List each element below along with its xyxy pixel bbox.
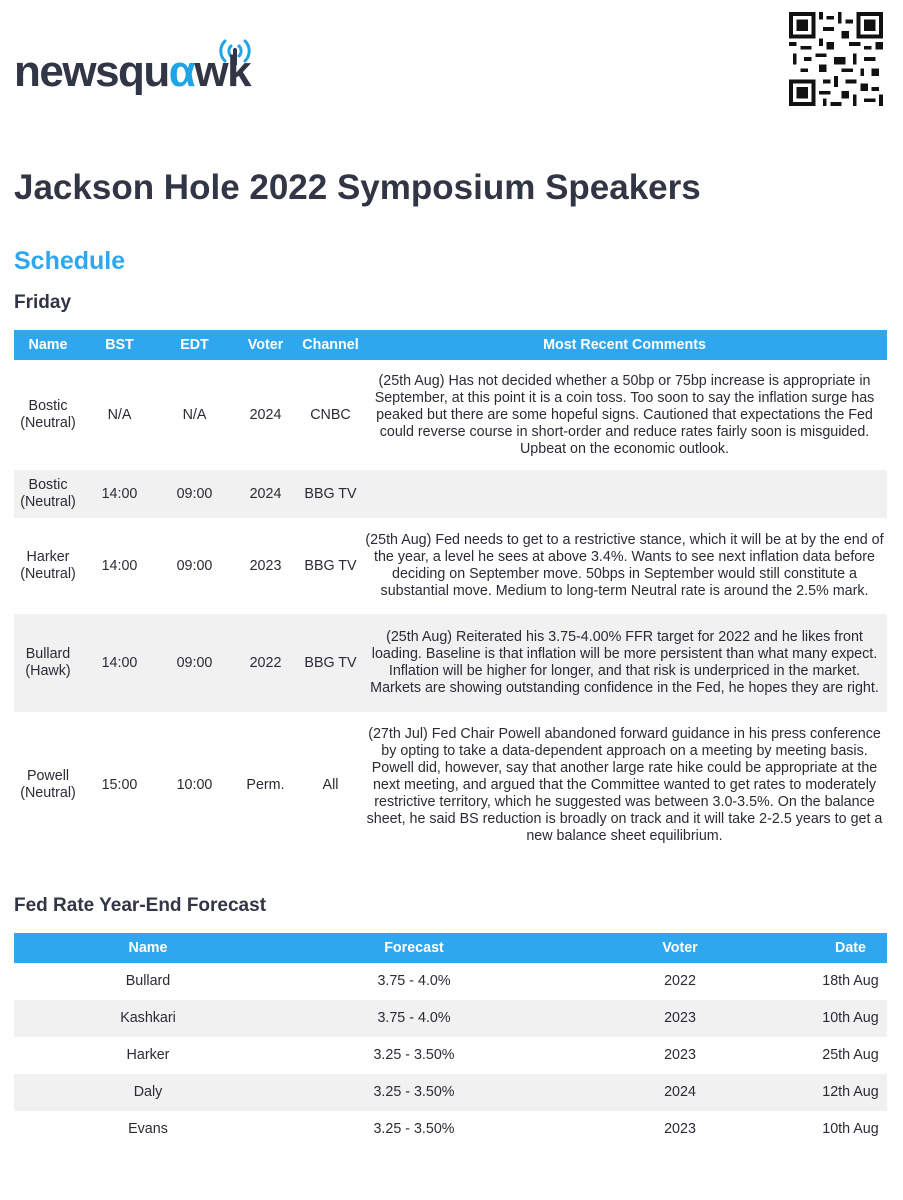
cell-name: Daly [14, 1074, 282, 1111]
cell-comments: (25th Aug) Fed needs to get to a restrictive stance, which it will be at by the end of the year, a level he sees at above 3.4%. Wants to see next inflation data before deciding on September move. 50bps in September would still constitute a substantial move. Medium to long-term Neutral rate is around the 2.5% mark. [365, 532, 884, 599]
cell-voter: 2023 [664, 1121, 696, 1137]
cell-name: Bullard [125, 973, 171, 989]
cell-voter: 2024 [546, 1074, 814, 1111]
cell-edt: 09:00 [157, 614, 232, 712]
cell-name: Harker [126, 1047, 170, 1063]
cell-edt: 09:00 [176, 557, 213, 574]
cell-name: Harker (Neutral) [20, 549, 76, 582]
cell-forecast: 3.25 - 3.50% [373, 1047, 455, 1063]
cell-voter: 2024 [232, 470, 299, 518]
table-row [14, 1000, 887, 1037]
header-voter: Voter [546, 933, 814, 963]
header-channel: Channel [299, 330, 362, 360]
header-comments: Most Recent Comments [362, 330, 887, 360]
cell-bst: 14:00 [82, 614, 157, 712]
table-row [14, 1074, 887, 1111]
table-row [14, 1037, 887, 1074]
cell-forecast: 3.25 - 3.50% [373, 1121, 455, 1137]
cell-voter: 2022 [664, 973, 696, 989]
table-header-row [14, 330, 887, 360]
cell-forecast: 3.75 - 4.0% [282, 1000, 546, 1037]
cell-voter: 2023 [664, 1047, 696, 1063]
cell-voter: Perm. [246, 776, 285, 793]
cell-channel: BBG TV [299, 614, 362, 712]
table-header-row [14, 933, 887, 963]
cell-channel: BBG TV [304, 557, 357, 574]
cell-bst: 14:00 [82, 470, 157, 518]
cell-forecast: 3.75 - 4.0% [377, 973, 451, 989]
page-title: Jackson Hole 2022 Symposium Speakers [14, 168, 701, 207]
cell-name: Powell (Neutral) [20, 768, 76, 801]
cell-bst: 15:00 [101, 776, 138, 793]
table-row [14, 518, 887, 614]
section-title-schedule: Schedule [14, 247, 126, 275]
table-row [14, 470, 887, 518]
cell-name: Bostic (Neutral) [20, 398, 76, 431]
cell-bst: N/A [107, 406, 132, 423]
cell-channel: CNBC [310, 406, 351, 423]
cell-date: 18th Aug [822, 973, 879, 989]
header-name: Name [14, 330, 82, 360]
cell-voter: 2023 [249, 557, 282, 574]
cell-voter: 2022 [232, 614, 299, 712]
cell-name: Bostic (Neutral) [14, 470, 82, 518]
cell-date: 25th Aug [822, 1047, 879, 1063]
cell-comments [362, 470, 887, 518]
header-voter: Voter [232, 330, 299, 360]
forecast-table [14, 933, 887, 1148]
cell-name: Evans [128, 1121, 168, 1137]
cell-name: Bullard (Hawk) [14, 614, 82, 712]
cell-date: 10th Aug [822, 1121, 879, 1137]
header-edt: EDT [157, 330, 232, 360]
cell-channel: BBG TV [299, 470, 362, 518]
cell-bst: 14:00 [101, 557, 138, 574]
subtitle-friday: Friday [14, 292, 72, 313]
cell-channel: All [322, 776, 339, 793]
cell-edt: 09:00 [157, 470, 232, 518]
logo-wordmark: newsquαwk [14, 47, 251, 96]
qr-code-icon [789, 12, 883, 106]
cell-voter: 2023 [546, 1000, 814, 1037]
cell-edt: N/A [182, 406, 207, 423]
header-forecast: Forecast [282, 933, 546, 963]
subtitle-forecast: Fed Rate Year-End Forecast [14, 895, 267, 916]
table-row [14, 614, 887, 712]
cell-voter: 2024 [249, 406, 282, 423]
header-bst: BST [82, 330, 157, 360]
header-date: Date [814, 933, 887, 963]
cell-date: 10th Aug [814, 1000, 887, 1037]
cell-forecast: 3.25 - 3.50% [282, 1074, 546, 1111]
table-row [14, 1111, 887, 1148]
cell-comments: (25th Aug) Has not decided whether a 50bp or 75bp increase is appropriate in September, at this point it is a coin toss. Too soon to say the inflation surge has peaked but there are some hopeful signs. Cautioned that expectations the Fed could reverse course in short-order and reduce rates fairly soon is misguided. Upbeat on the economic outlook. [374, 372, 875, 457]
newsquawk-logo [14, 36, 254, 106]
schedule-table [14, 330, 887, 858]
table-row [14, 360, 887, 470]
cell-date: 12th Aug [814, 1074, 887, 1111]
cell-comments: (25th Aug) Reiterated his 3.75-4.00% FFR target for 2022 and he likes front loading. Baseline is that inflation will be more persistent than what many expect. Inflation will be higher for longer, and that risk is underpriced in the market. Markets are showing outstanding confidence in the Fed, he hopes they are right. [362, 614, 887, 712]
table-row [14, 712, 887, 858]
table-row [14, 963, 887, 1000]
cell-comments: (27th Jul) Fed Chair Powell abandoned forward guidance in his press conference by opting to take a data-dependent approach on a meeting by meeting basis. Powell did, however, say that another large rate hike could be appropriate at the next meeting, and argued that the Committee wanted to get rates to moderately restrictive territory, which he suggested was between 3.0-3.5%. On the balance sheet, he said BS reduction is broadly on track and it will take 2-2.5 years to get a new balance sheet equilibrium. [366, 725, 883, 844]
cell-edt: 10:00 [176, 776, 213, 793]
cell-name: Kashkari [14, 1000, 282, 1037]
header-name: Name [14, 933, 282, 963]
